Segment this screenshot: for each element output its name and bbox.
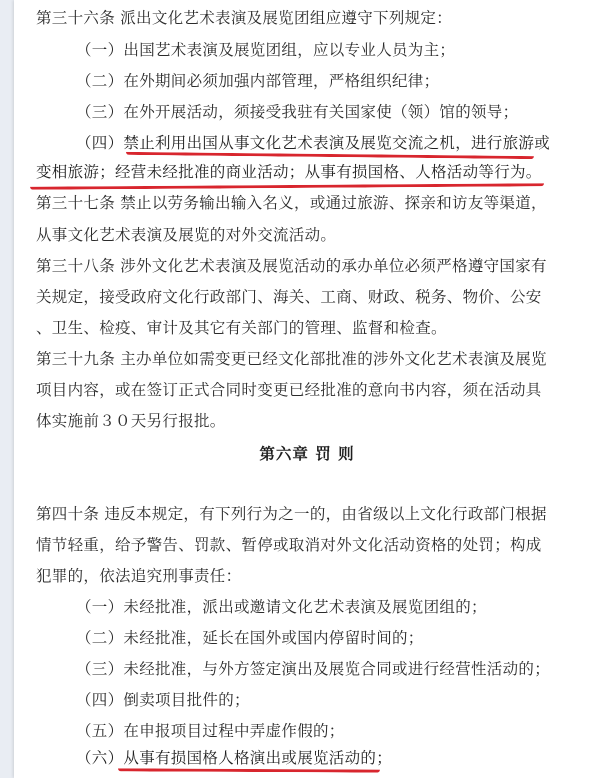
article-40-item-3: （三）未经批准，与外方签定演出及展览合同或进行经营性活动的； — [76, 660, 551, 678]
article-40-line-3: 犯罪的，依法追究刑事责任： — [36, 567, 242, 585]
article-40-item-2: （二）未经批准，延长在国外或国内停留时间的； — [76, 629, 424, 647]
article-40-item-6: （六）从事有损国格人格演出或展览活动的； — [76, 749, 393, 767]
article-38-line-3: 、卫生、检疫、审计及其它有关部门的管理、监督和检查。 — [36, 319, 447, 337]
article-40-item-4: （四）倒卖项目批件的； — [76, 691, 250, 709]
document-page — [14, 0, 600, 778]
article-40-item-5: （五）在申报项目过程中弄虚作假的； — [76, 722, 345, 740]
article-36-item-4-line-2: 变相旅游；经营未经批准的商业活动；从事有损国格、人格活动等行为。 — [36, 163, 542, 181]
article-40-line-2: 情节轻重，给予警告、罚款、暂停或取消对外文化活动资格的处罚；构成 — [36, 536, 542, 554]
article-39-line-3: 体实施前３０天另行报批。 — [36, 412, 226, 430]
article-36-item-1: （一）出国艺术表演及展览团组，应以专业人员为主； — [76, 41, 456, 59]
article-37-line-2: 从事文化艺术表演及展览的对外交流活动。 — [36, 226, 337, 244]
article-39-line-2: 项目内容，或在签订正式合同时变更已经批准的意向书内容，须在活动具 — [36, 381, 542, 399]
chapter-heading: 第六章 罚 则 — [259, 445, 355, 463]
article-36-intro: 第三十六条 派出文化艺术表演及展览团组应遵守下列规定： — [36, 9, 453, 27]
article-38-line-2: 关规定，接受政府文化行政部门、海关、工商、财政、税务、物价、公安 — [36, 288, 542, 306]
article-39-line-1: 第三十九条 主办单位如需变更已经文化部批准的涉外文化艺术表演及展览 — [36, 350, 547, 368]
article-37-line-1: 第三十七条 禁止以劳务输出输入名义，或通过旅游、探亲和访友等渠道， — [36, 194, 547, 212]
article-40-line-1: 第四十条 违反本规定，有下列行为之一的，由省级以上文化行政部门根据 — [36, 505, 547, 523]
article-40-item-1: （一）未经批准，派出或邀请文化艺术表演及展览团组的； — [76, 598, 487, 616]
article-36-item-4-line-1: （四）禁止利用出国从事文化艺术表演及展览交流之机，进行旅游或 — [76, 134, 551, 152]
article-38-line-1: 第三十八条 涉外文化艺术表演及展览活动的承办单位必须严格遵守国家有 — [36, 257, 547, 275]
article-36-item-2: （二）在外期间必须加强内部管理，严格组织纪律； — [76, 72, 440, 90]
article-36-item-3: （三）在外开展活动，须接受我驻有关国家使（领）馆的领导； — [76, 103, 519, 121]
